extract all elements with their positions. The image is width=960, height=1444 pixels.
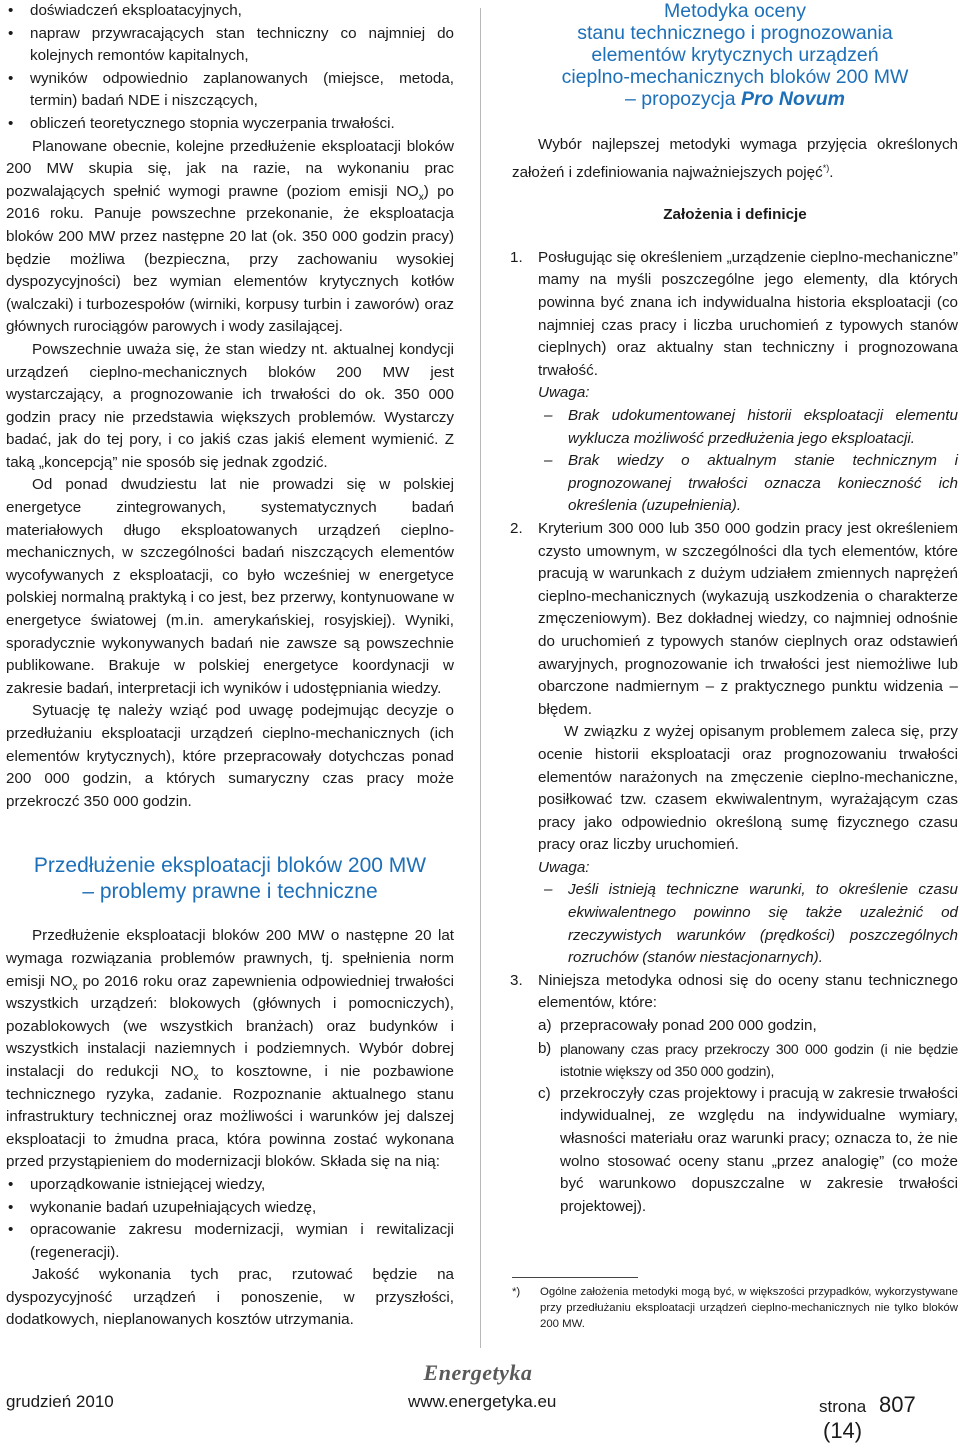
footnote: *) Ogólne założenia metodyki mogą być, w większości przypadków, wykorzystywane przy przedłużaniu eksploatacji urządzeń cieplno-mechanicznych nie tylko bloków 200 MW. bbox=[512, 1286, 958, 1330]
list-item: • wyników odpowiednio zaplanowanych (miejsce, metoda, termin) badań NDE i niszczących, bbox=[6, 68, 454, 113]
assumptions-list bbox=[512, 247, 958, 1219]
section-heading: Przedłużenie eksploatacji bloków 200 MW – problemy prawne i techniczne bbox=[33, 854, 427, 904]
methodology-intro: Wybór najlepszej metodyki wymaga przyjęcia określonych założeń i zdefiniowania najważniejszych pojęć*). bbox=[512, 136, 958, 181]
sub-item: a) przepracowały ponad 200 000 godzin, bbox=[538, 1017, 817, 1035]
energetyka-logo: Energetyka bbox=[423, 1360, 533, 1385]
list-item: 1. Posługując się określeniem „urządzenie cieplno-mechaniczne” mamy na myśli poszczególne jego elementy, dla których powinna być znana ich indywidualna historia eksploatacji (co najmniej czas pracy i liczba uruchomień z typowych stanów cieplnych) oraz aktualny stan techniczny i prognozowana trwałość. Uwaga: – Brak udokumentowanej historii eksploatacji elementu wyklucza możliwość przedłużenia jego eksploatacji. – Brak wiedzy o aktualnym stanie technicznym i prognozowanej trwałości oznacza konieczność ich określenia (uzupełnienia). bbox=[512, 247, 958, 518]
left-column bbox=[6, 0, 454, 1332]
assumptions-subheading: Założenia i definicje bbox=[663, 206, 807, 224]
column-divider bbox=[480, 8, 481, 1348]
note-label: Uwaga: bbox=[538, 858, 590, 876]
page-number: strona 807 (14) bbox=[819, 1392, 916, 1443]
paragraph-research: Od ponad dwudziestu lat nie prowadzi się w polskiej energetyce zintegrowanych, systematycznych badań materiałowych długo eksploatowanych urządzeń cieplno-mechanicznych, w szczególności badań niszczących elementów wycofywanych z eksploatacji, co było wcześniej w energetyce polskiej normalną praktyką i co jest, bez przerwy, kontynuowane w energetyce światowej (m.in. amerykańskiej, rosyjskiej). Wyniki, sporadycznie wykonywanych badań nie zawsze są powszechnie publikowane. Brakuje w polskiej energetyce koordynacji w zakresie badań, interpretacji ich wyników i udostępniania wiedzy. bbox=[6, 476, 454, 697]
note-label: Uwaga: bbox=[538, 384, 590, 402]
list-item: • napraw przywracających stan techniczny co najmniej do kolejnych remontów kapitalnych, bbox=[6, 23, 454, 68]
note-item: – Brak udokumentowanej historii eksploatacji elementu wyklucza możliwość przedłużenia jego eksploatacji. bbox=[538, 405, 958, 450]
paragraph-quality: Jakość wykonania tych prac, rzutować będzie na dyspozycyjność urządzeń i ponoszenie, w przyszłości, dodatkowych, nieplanowanych kosztów utrzymania. bbox=[6, 1266, 454, 1329]
sub-item: b) planowany czas pracy przekroczy 300 000 godzin (i nie będzie istotnie większy od 350 000 godzin), bbox=[538, 1039, 958, 1080]
list-item: • uporządkowanie istniejącej wiedzy, bbox=[6, 1174, 454, 1197]
list-item: • wykonanie badań uzupełniających wiedzę, bbox=[6, 1197, 454, 1220]
paragraph-planned-extension: Planowane obecnie, kolejne przedłużenie eksploatacji bloków 200 MW skupia się, jak na razie, na wykonaniu prac pozwalających spełnić wymogi prawne (poziom emisji $NO_x$) po 2016 roku. Panuje powszechne przekonanie, że eksploatacja bloków 200 MW przez następne 20 lat (ok. 350 000 godzin pracy) będzie możliwa (bezpieczna, przy zachowaniu wysokiej dyspozycyjności) bez wymian elementów krytycznych kotłów (walczaki) i turbozespołów (wirniki, korpusy turbin i zaworów) oraz głównych rurociągów parowych i wody zasilającej. bbox=[6, 137, 454, 336]
list-item: • doświadczeń eksploatacyjnych, bbox=[6, 0, 454, 23]
website-link[interactable]: www.energetyka.eu bbox=[408, 1392, 557, 1411]
paragraph-extension-requirements: Przedłużenie eksploatacji bloków 200 MW o następne 20 lat wymaga rozwiązania problemów prawnych, tj. spełnienia norm emisji $NO_x$ po 2016 roku oraz zapewnienia odpowiedniej trwałości wszystkich urządzeń: blokowych (głównych i pomocniczych), pozablokowych (we wszystkich branżach) oraz budynków i wszystkich instalacji naziemnych i podziemnych. Wybór dobrej instalacji do redukcji $NO_x$ to kosztowne, i nie pozbawione technicznego ryzyka, zadanie. Rozpoznanie aktualnego stanu infrastruktury technicznej oraz możliwości i warunków jej dalszej eksploatacji to żmudna praca, która powinna zostać wykonana przed przystąpieniem do modernizacji bloków. Składa się na nią: bbox=[6, 927, 454, 1171]
sub-item: c) przekroczyły czas projektowy i pracują w zakresie trwałości indywidualnej, ze względu na indywidualne wymiary, własności materiału oraz warunki pracy; oznacza to, że nie wolno stosować oceny stanu „przez analogię” (co może być warunkowo dopuszczalne w zakresie trwałości projektowej). bbox=[538, 1084, 958, 1215]
tasks-list bbox=[6, 1174, 454, 1264]
list-item: • opracowanie zakresu modernizacji, wymian i rewitalizacji (regeneracji). bbox=[6, 1219, 454, 1264]
list-item: 2. Kryterium 300 000 lub 350 000 godzin pracy jest określeniem czysto umownym, w szczególności dla tych elementów, które pracują w warunkach z dużym udziałem zmiennych naprężeń cieplno-mechanicznych (wykazują uszkodzenia o charakterze zmęczeniowym). Bez dokładnej wiedzy, co najmniej odnośnie do uruchomień z typowych stanów cieplnych oraz odstawień awaryjnych, prognozowanie ich trwałości jest niemożliwe lub obarczone nadmiernym – z praktycznego punktu widzenia – błędem. W związku z wyżej opisanym problemem zaleca się, przy ocenie historii eksploatacji oraz prognozowaniu trwałości elementów narażonych na zmęczenie cieplno-mechaniczne, posiłkować tzw. czasem ekwiwalentnym, wyrażającym czas pracy jako odpowiednio określoną sumę fizycznego czasu pracy oraz liczby uruchomień. Uwaga: – Jeśli istnieją techniczne warunki, to określenie czasu ekwiwalentnego powinno się także uzależnić od rzeczywistych warunków (prędkości) poszczególnych rozruchów (stanów niestacjonarnych). bbox=[512, 518, 958, 970]
methodology-title: Metodyka oceny stanu technicznego i prognozowania elementów krytycznych urządzeń cieplno-mechanicznych bloków 200 MW – propozycja Pro Novum bbox=[561, 0, 909, 110]
right-column bbox=[512, 0, 958, 1218]
paragraph-situation: Sytuację tę należy wziąć pod uwagę podejmując decyzje o przedłużaniu eksploatacji urządzeń cieplno-mechanicznych (ich elementów krytycznych), które przepracowały dotychczas ponad 200 000 godzin, a których sumaryczny czas pracy może przekroczć 350 000 godzin. bbox=[6, 702, 454, 810]
note-item: – Brak wiedzy o aktualnym stanie technicznym i prognozowanej trwałości oznacza konieczność ich określenia (uzupełnienia). bbox=[538, 450, 958, 518]
list-item: 3. Niniejsza metodyka odnosi się do oceny stanu technicznego elementów, które: a) przepracowały ponad 200 000 godzin, b) planowany czas pracy przekroczy 300 000 godzin (i nie będzie istotnie większy od 350 000 godzin), c) przekroczyły czas projektowy i pracują w zakresie trwałości indywidualnej, ze względu na indywidualne wymiary, własności materiału oraz warunki pracy; oznacza to, że nie wolno stosować oceny stanu „przez analogię” (co może być warunkowo dopuszczalne w zakresie trwałości projektowej). bbox=[512, 970, 958, 1219]
list-item: • obliczeń teoretycznego stopnia wyczerpania trwałości. bbox=[6, 113, 454, 136]
note-item: – Jeśli istnieją techniczne warunki, to określenie czasu ekwiwalentnego powinno się także uzależnić od rzeczywistych warunków (prędkości) poszczególnych rozruchów (stanów niestacjonarnych). bbox=[538, 879, 958, 969]
issue-date: grudzień 2010 bbox=[6, 1392, 114, 1411]
footnote-rule bbox=[512, 1277, 638, 1278]
experience-list bbox=[6, 0, 454, 136]
paragraph-state-of-knowledge: Powszechnie uważa się, że stan wiedzy nt. aktualnej kondycji urządzeń cieplno-mechanicznych bloków 200 MW jest wystarczający, a prognozowanie ich trwałości do ok. 350 000 godzin pracy nie przedstawia większych problemów. Wystarczy badać, jak do tej pory, i co jakiś czas jakiś element wymienić. Z taką „koncepcją” nie sposób się jednak zgodzić. bbox=[6, 340, 454, 471]
